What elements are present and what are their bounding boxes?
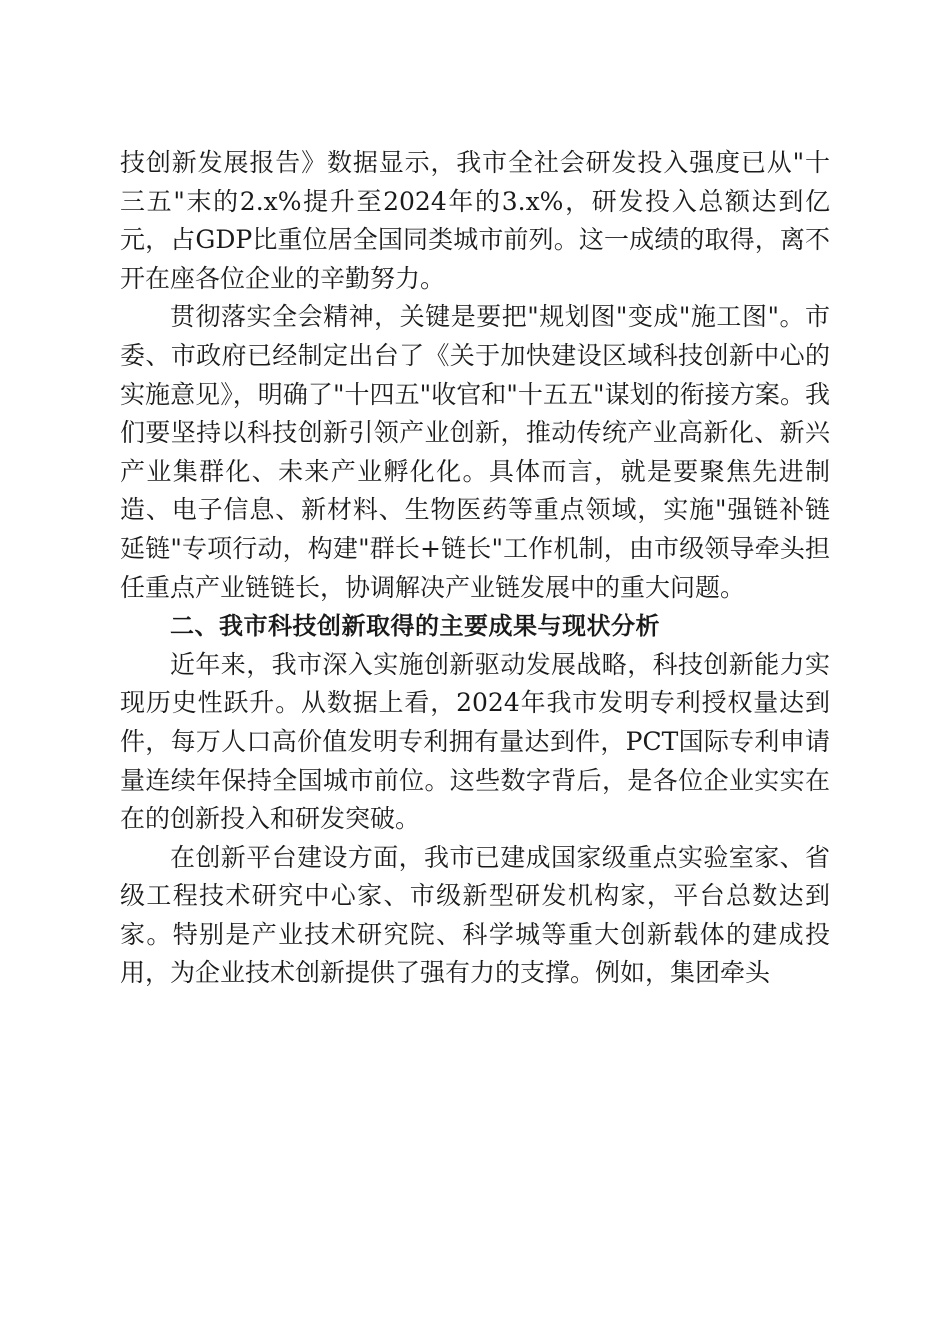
paragraph-implementation: 贯彻落实全会精神，关键是要把"规划图"变成"施工图"。市委、市政府已经制定出台了《关于加快建设区域科技创新中心的实施意见》，明确了"十四五"收官和"十五五"谋划的衔接方案。我们要坚持以科技创新引领产业创新，推动传统产业高新化、新兴产业集群化、未来产业孵化化。具体而言，就是要聚焦先进制造、电子信息、新材料、生物医药等重点领域，实施"强链补链延链"专项行动，构建"群长+链长"工作机制，由市级领导牵头担任重点产业链链长，协调解决产业链发展中的重大问题。 — [120, 302, 830, 602]
document-body — [120, 144, 830, 993]
paragraph-platforms: 在创新平台建设方面，我市已建成国家级重点实验室家、省级工程技术研究中心家、市级新型研发机构家，平台总数达到家。特别是产业技术研究院、科学城等重大创新载体的建成投用，为企业技术创新提供了强有力的支撑。例如，集团牵头 — [120, 842, 830, 988]
section-heading: 二、我市科技创新取得的主要成果与现状分析 — [170, 612, 660, 641]
paragraph-continued: 技创新发展报告》数据显示，我市全社会研发投入强度已从"十三五"末的2.x%提升至2024年的3.x%，研发投入总额达到亿元，占GDP比重位居全国同类城市前列。这一成绩的取得，离不开在座各位企业的辛勤努力。 — [120, 148, 830, 293]
paragraph-achievements: 近年来，我市深入实施创新驱动发展战略，科技创新能力实现历史性跃升。从数据上看，2024年我市发明专利授权量达到件，每万人口高价值发明专利拥有量达到件，PCT国际专利申请量连续年保持全国城市前位。这些数字背后，是各位企业实实在在的创新投入和研发突破。 — [120, 649, 830, 834]
